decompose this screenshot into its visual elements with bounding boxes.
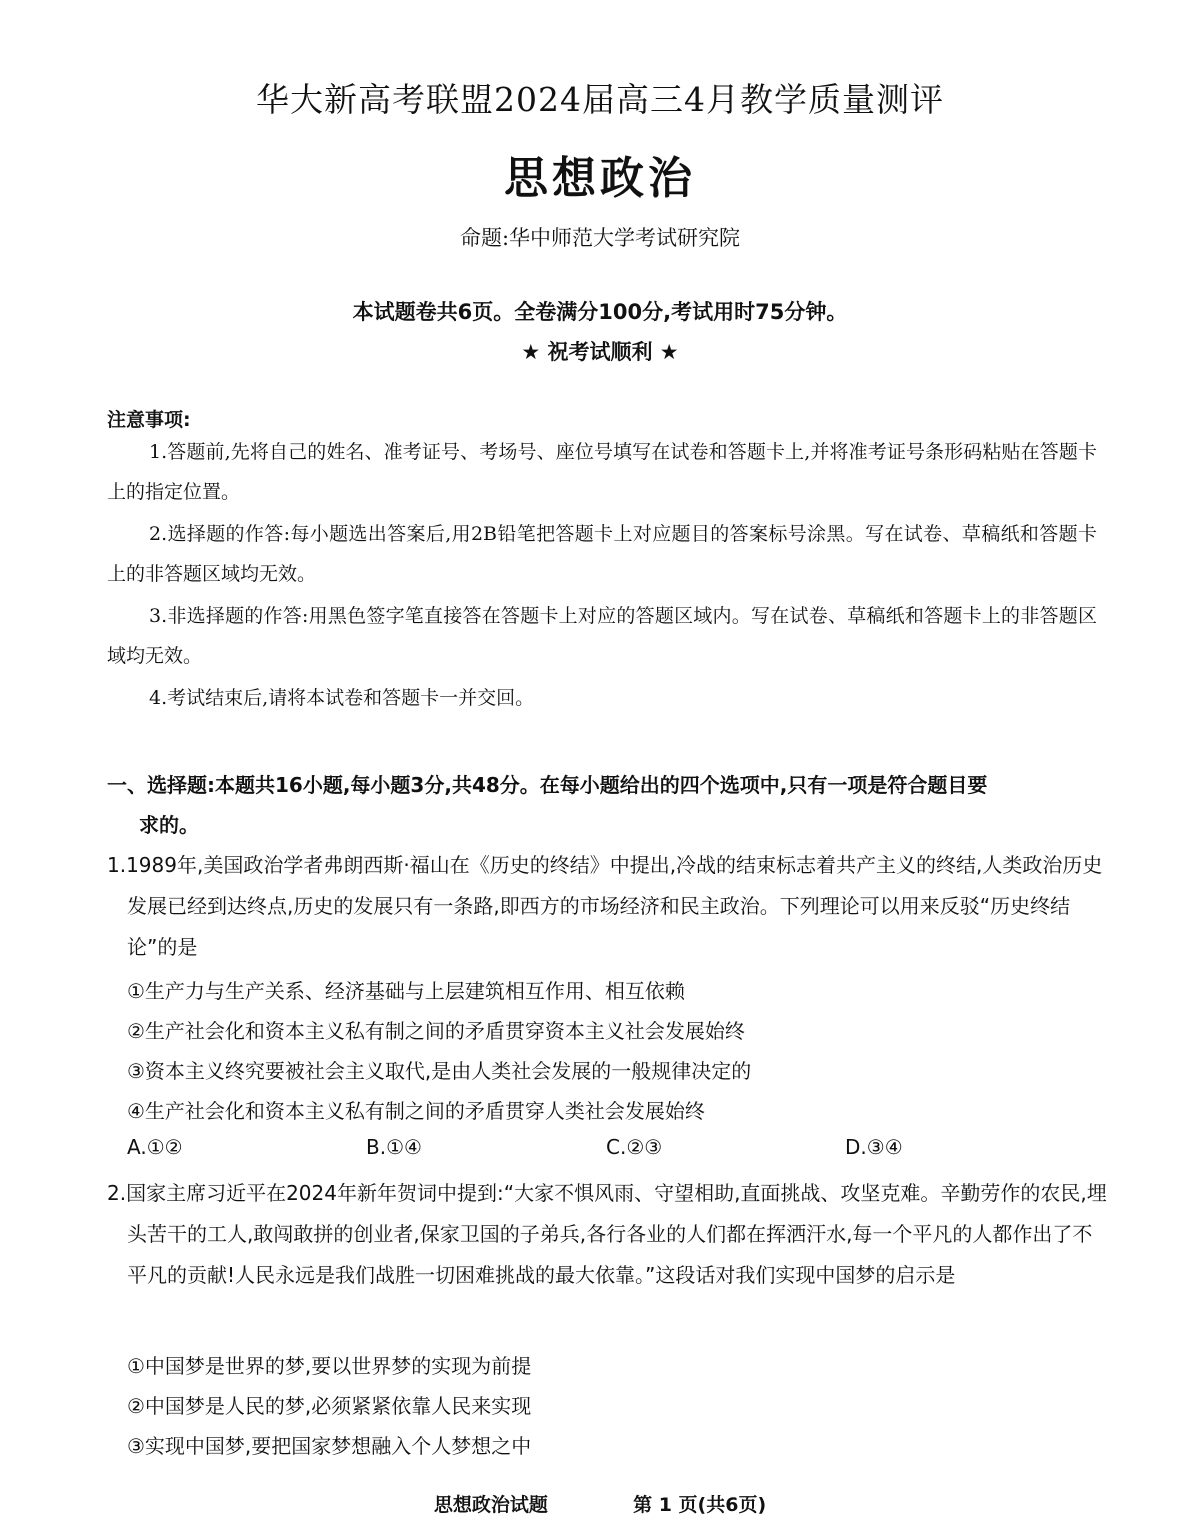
question-2-option-2: ②中国梦是人民的梦,必须紧紧依靠人民来实现: [127, 1394, 532, 1418]
section-heading-line1: 一、选择题:本题共16小题,每小题3分,共48分。在每小题给出的四个选项中,只有一项是符合题目要: [107, 773, 988, 797]
section-heading: [107, 765, 1107, 845]
section-heading-line2: 求的。: [139, 813, 199, 837]
note-item-4: 4.考试结束后,请将本试卷和答题卡一并交回。: [149, 687, 535, 709]
note-item-3: 3.非选择题的作答:用黑色签字笔直接答在答题卡上对应的答题区域内。写在试卷、草稿纸和答题卡上的非答题区域均无效。: [107, 605, 1097, 667]
notes-heading: 注意事项:: [107, 409, 191, 431]
question-1-choice-b: B.①④: [366, 1135, 422, 1159]
question-1-choice-c: C.②③: [606, 1135, 663, 1159]
exam-info: 本试题卷共6页。全卷满分100分,考试用时75分钟。: [352, 300, 848, 324]
note-item-2: 2.选择题的作答:每小题选出答案后,用2B铅笔把答题卡上对应题目的答案标号涂黑。写在试卷、草稿纸和答题卡上的非答题区域均无效。: [107, 523, 1097, 585]
page-footer: [0, 1490, 1200, 1517]
exam-title: 华大新高考联盟2024届高三4月教学质量测评: [256, 80, 944, 119]
subject-title: 思想政治: [504, 153, 696, 204]
question-2-option-3: ③实现中国梦,要把国家梦想融入个人梦想之中: [127, 1434, 532, 1458]
question-1-choice-a: A.①②: [127, 1135, 183, 1159]
question-2-stem: 2.国家主席习近平在2024年新年贺词中提到:“大家不惧风雨、守望相助,直面挑战、攻坚克难。辛勤劳作的农民,埋头苦干的工人,敢闯敢拼的创业者,保家卫国的子弟兵,各行各业的人们都在挥洒汗水,每一个平凡的人都作出了不平凡的贡献!人民永远是我们战胜一切困难挑战的最大依靠。”这段话对我们实现中国梦的启示是: [107, 1181, 1107, 1287]
note-item-1: 1.答题前,先将自己的姓名、准考证号、考场号、座位号填写在试卷和答题卡上,并将准考证号条形码粘贴在答题卡上的指定位置。: [107, 441, 1097, 503]
question-1-option-2: ②生产社会化和资本主义私有制之间的矛盾贯穿资本主义社会发展始终: [127, 1019, 745, 1043]
question-1-option-3: ③资本主义终究要被社会主义取代,是由人类社会发展的一般规律决定的: [127, 1059, 752, 1083]
question-1-option-1: ①生产力与生产关系、经济基础与上层建筑相互作用、相互依赖: [127, 979, 685, 1003]
author-line: 命题:华中师范大学考试研究院: [459, 226, 741, 250]
question-1-choice-d: D.③④: [845, 1135, 903, 1159]
footer-page-number: 第 1 页(共6页): [633, 1494, 767, 1516]
footer-subject: 思想政治试题: [433, 1494, 548, 1516]
good-luck-line: ★ 祝考试顺利 ★: [521, 340, 679, 364]
question-1-stem: 1.1989年,美国政治学者弗朗西斯·福山在《历史的终结》中提出,冷战的结束标志着共产主义的终结,人类政治历史发展已经到达终点,历史的发展只有一条路,即西方的市场经济和民主政治。下列理论可以用来反驳“历史终结论”的是: [107, 853, 1103, 959]
question-2-option-1: ①中国梦是世界的梦,要以世界梦的实现为前提: [127, 1354, 532, 1378]
question-1-option-4: ④生产社会化和资本主义私有制之间的矛盾贯穿人类社会发展始终: [127, 1099, 705, 1123]
